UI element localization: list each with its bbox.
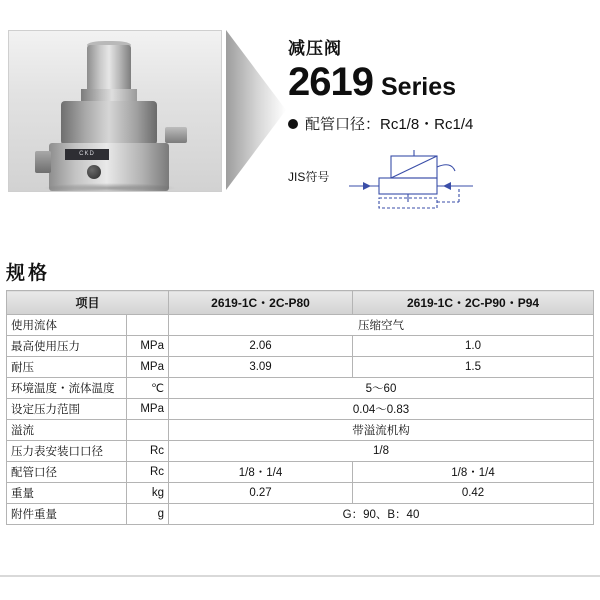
- row-value: 3.09: [169, 357, 353, 378]
- port-size-row: [288, 113, 594, 134]
- row-unit: MPa: [127, 357, 169, 378]
- row-value: G：90、B：40: [169, 504, 594, 525]
- table-row: [7, 336, 594, 357]
- row-label: 重量: [7, 483, 127, 504]
- table-row: [7, 462, 594, 483]
- jis-symbol-row: [288, 150, 594, 212]
- spec-table: [6, 290, 594, 525]
- spec-col-p90: 2619-1C・2C-P90・P94: [353, 291, 594, 315]
- jis-symbol-label: JIS符号: [288, 170, 330, 184]
- regulator-neck: [81, 89, 137, 101]
- table-row: [7, 315, 594, 336]
- row-label: 设定压力范围: [7, 399, 127, 420]
- row-value: 5～60: [169, 378, 594, 399]
- product-photo-illustration: [9, 31, 221, 191]
- row-value: 0.27: [169, 483, 353, 504]
- table-row: [7, 399, 594, 420]
- spec-col-p80: 2619-1C・2C-P80: [169, 291, 353, 315]
- series-number: 2619: [288, 60, 373, 104]
- row-value: 1/8: [169, 441, 594, 462]
- row-value: 0.42: [353, 483, 594, 504]
- row-label: 耐压: [7, 357, 127, 378]
- row-label: 溢流: [7, 420, 127, 441]
- row-value: 1/8・1/4: [169, 462, 353, 483]
- port-size-text: 配管口径：Rc1/8・Rc1/4: [305, 116, 474, 133]
- table-row: [7, 441, 594, 462]
- title-block: [288, 34, 594, 212]
- spec-heading: 规格: [6, 263, 51, 284]
- brand-plate: CKD: [65, 149, 109, 160]
- regulator-body: [61, 101, 157, 145]
- row-value: 带溢流机构: [169, 420, 594, 441]
- wedge-graphic: [226, 30, 286, 190]
- series-line: [288, 61, 594, 103]
- row-unit: Rc: [127, 441, 169, 462]
- jis-symbol-diagram: [339, 150, 489, 212]
- row-value: 1.5: [353, 357, 594, 378]
- row-unit: g: [127, 504, 169, 525]
- regulator-inlet-port: [35, 151, 51, 173]
- row-label: 使用流体: [7, 315, 127, 336]
- row-unit: MPa: [127, 336, 169, 357]
- row-label: 最高使用压力: [7, 336, 127, 357]
- row-value: 0.04～0.83: [169, 399, 594, 420]
- spec-header-row: [7, 291, 594, 315]
- bottom-divider: [0, 575, 600, 577]
- table-row: [7, 504, 594, 525]
- row-unit: MPa: [127, 399, 169, 420]
- series-word: Series: [380, 73, 457, 101]
- row-label: 配管口径: [7, 462, 127, 483]
- table-row: [7, 378, 594, 399]
- header-section: [0, 0, 600, 228]
- row-unit: ℃: [127, 378, 169, 399]
- photo-shadow: [43, 183, 177, 192]
- row-value: 1.0: [353, 336, 594, 357]
- product-title: 减压阀: [288, 39, 342, 58]
- row-value: 1/8・1/4: [353, 462, 594, 483]
- row-value: 压缩空气: [169, 315, 594, 336]
- row-label: 压力表安装口口径: [7, 441, 127, 462]
- spec-col-item: 项目: [7, 291, 169, 315]
- regulator-cap: [87, 45, 131, 91]
- table-row: [7, 420, 594, 441]
- row-value: 2.06: [169, 336, 353, 357]
- regulator-side-port: [165, 127, 187, 143]
- regulator-knob: [87, 165, 101, 179]
- row-unit: kg: [127, 483, 169, 504]
- table-row: [7, 483, 594, 504]
- row-unit: [127, 315, 169, 336]
- row-label: 附件重量: [7, 504, 127, 525]
- row-unit: Rc: [127, 462, 169, 483]
- table-row: [7, 357, 594, 378]
- bullet-icon: [288, 119, 298, 129]
- row-unit: [127, 420, 169, 441]
- row-label: 环境温度・流体温度: [7, 378, 127, 399]
- product-photo: [8, 30, 222, 192]
